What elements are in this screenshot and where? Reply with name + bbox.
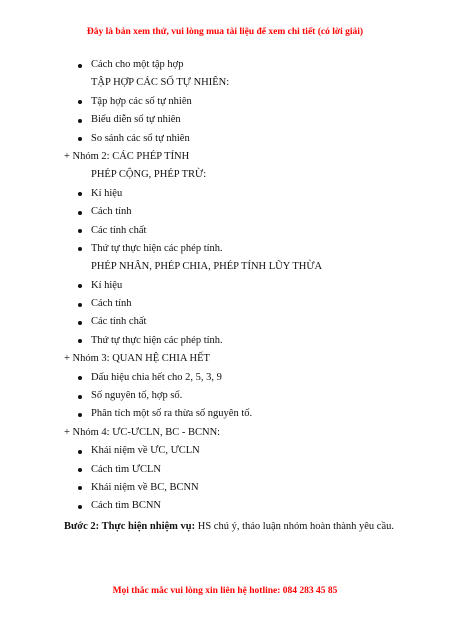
bullet-item <box>64 56 406 74</box>
step-label: Bước 2: Thực hiện nhiệm vụ: <box>64 520 196 532</box>
bullet-item <box>64 277 406 295</box>
bullet-item <box>64 130 406 148</box>
bullet-item <box>64 332 406 350</box>
item-text: Các tính chất <box>91 316 147 328</box>
bullet-dot-icon <box>78 376 82 380</box>
item-text: Cách tính <box>91 298 132 310</box>
section-subheading <box>64 74 406 92</box>
step-paragraph <box>64 517 406 537</box>
bullet-item <box>64 387 406 405</box>
step-text: HS chú ý, thảo luận nhóm hoàn thành yêu cầu. <box>197 520 394 532</box>
item-text: + Nhóm 2: CÁC PHÉP TÍNH <box>64 150 190 162</box>
bullet-dot-icon <box>78 247 82 251</box>
bullet-dot-icon <box>78 303 82 307</box>
section-subheading <box>64 258 406 276</box>
bullet-item <box>64 240 406 258</box>
group-heading <box>64 350 406 368</box>
bullet-dot-icon <box>78 468 82 472</box>
bullet-dot-icon <box>78 64 82 68</box>
bullet-dot-icon <box>78 395 82 399</box>
group-heading <box>64 148 406 166</box>
item-text: Cách tìm BCNN <box>91 500 161 512</box>
item-text: Phân tích một số ra thừa số nguyên tố. <box>91 408 253 420</box>
item-text: Kí hiệu <box>91 279 123 291</box>
item-text: + Nhóm 4: ƯC-ƯCLN, BC - BCNN: <box>64 426 221 438</box>
bullet-dot-icon <box>78 100 82 104</box>
bullet-dot-icon <box>78 486 82 490</box>
bullet-item <box>64 461 406 479</box>
bullet-dot-icon <box>78 229 82 233</box>
bullet-item <box>64 479 406 497</box>
document-body <box>64 56 406 537</box>
bullet-item <box>64 111 406 129</box>
bullet-dot-icon <box>78 413 82 417</box>
item-text: Dấu hiệu chia hết cho 2, 5, 3, 9 <box>91 371 222 383</box>
item-text: Cách cho một tập hợp <box>91 59 184 70</box>
item-text: Kí hiệu <box>91 187 123 199</box>
bullet-item <box>64 185 406 203</box>
bullet-item <box>64 405 406 423</box>
bullet-dot-icon <box>78 505 82 509</box>
bullet-dot-icon <box>78 321 82 325</box>
item-text: PHÉP CỘNG, PHÉP TRỪ: <box>91 169 207 181</box>
bullet-item <box>64 442 406 460</box>
item-text: TẬP HỢP CÁC SỐ TỰ NHIÊN: <box>91 77 230 89</box>
item-text: PHÉP NHÂN, PHÉP CHIA, PHÉP TÍNH LŨY THỪA <box>91 261 323 273</box>
hotline-footer: Mọi thắc mắc vui lòng xin liên hệ hotline: 084 283 45 85 <box>112 586 338 596</box>
bullet-item <box>64 313 406 331</box>
bullet-dot-icon <box>78 284 82 288</box>
bullet-dot-icon <box>78 211 82 215</box>
bullet-item <box>64 497 406 515</box>
bullet-dot-icon <box>78 339 82 343</box>
item-text: So sánh các số tự nhiên <box>91 132 190 144</box>
preview-notice-header: Đây là bản xem thử, vui lòng mua tài liệu để xem chi tiết (có lời giải) <box>86 27 364 37</box>
section-subheading <box>64 166 406 184</box>
item-text: Tập hợp các số tự nhiên <box>91 95 192 107</box>
item-text: Khái niệm về BC, BCNN <box>91 481 199 493</box>
item-text: Cách tìm ƯCLN <box>91 463 161 475</box>
item-text: Thứ tự thực hiện các phép tính. <box>91 334 223 346</box>
outline-list <box>64 56 406 516</box>
bullet-item <box>64 295 406 313</box>
bullet-item <box>64 203 406 221</box>
bullet-item <box>64 222 406 240</box>
bullet-dot-icon <box>78 192 82 196</box>
group-heading <box>64 424 406 442</box>
bullet-item <box>64 93 406 111</box>
bullet-dot-icon <box>78 137 82 141</box>
item-text: Khái niệm về ƯC, ƯCLN <box>91 445 200 457</box>
item-text: Biểu diễn số tự nhiên <box>91 114 181 126</box>
item-text: Cách tính <box>91 206 132 218</box>
item-text: Số nguyên tố, hợp số. <box>91 390 183 402</box>
item-text: Thứ tự thực hiện các phép tính. <box>91 242 223 254</box>
item-text: Các tính chất <box>91 224 147 236</box>
bullet-item <box>64 369 406 387</box>
bullet-dot-icon <box>78 450 82 454</box>
bullet-dot-icon <box>78 119 82 123</box>
item-text: + Nhóm 3: QUAN HỆ CHIA HẾT <box>64 353 210 365</box>
